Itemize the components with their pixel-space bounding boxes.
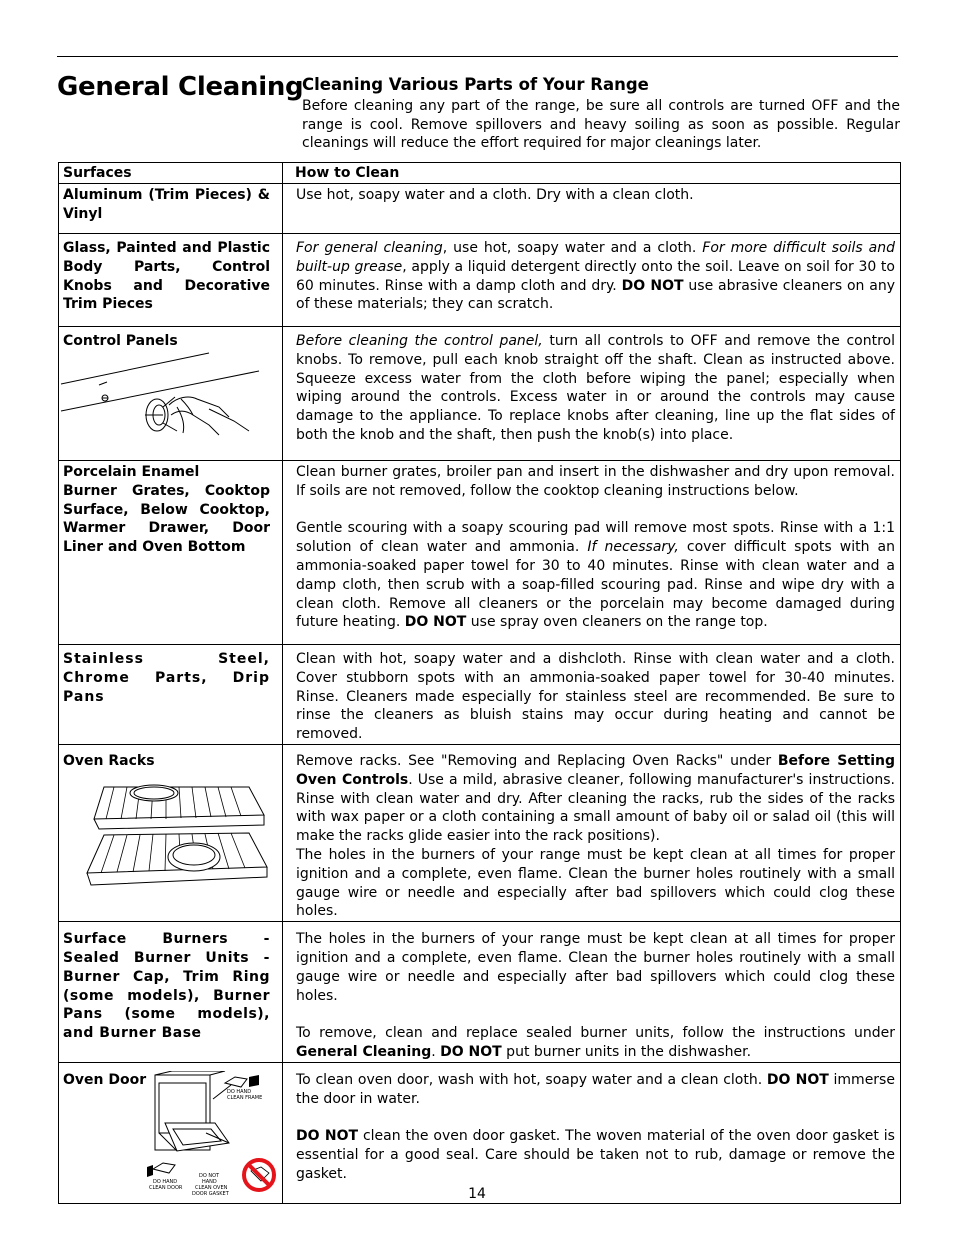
how-glass: For general cleaning, use hot, soapy water and a cloth. For more difficult soils and built-up grease, apply a liquid detergent directly onto the soil. Leave on soil for 30 to 60 minutes. Rinse with a damp cloth and dry. DO NOT use abrasive cleaners on any of these materials; they can scratch. xyxy=(296,240,896,313)
table-row xyxy=(59,744,901,921)
page-number: 14 xyxy=(468,1186,486,1202)
label-hand-clean-frame-1: DO HAND xyxy=(227,1088,252,1095)
col-header-surfaces: Surfaces xyxy=(59,163,283,184)
surface-aluminum: Aluminum (Trim Pieces) & Vinyl xyxy=(63,187,270,222)
how-stainless: Clean with hot, soapy water and a dishcloth. Rinse with clean water and a cloth. Cover stubborn spots with an ammonia-soaked paper towel for 30-40 minutes. Rinse. Cleaners made especially for stainless steel are recommended. Be sure to rinse the cleaners as bluish stains may occur during heating and cannot be removed. xyxy=(296,651,895,743)
label-gasket-2: HAND xyxy=(202,1178,217,1185)
how-oven-door: To clean oven door, wash with hot, soapy water and a clean cloth. DO NOT immerse the door in water. DO NOT clean the oven door gasket. The woven material of the oven door gasket is essential for a good seal. Care should be taken not to rub, damage or remove the gasket. xyxy=(296,1071,895,1182)
label-gasket-3: CLEAN OVEN xyxy=(195,1184,228,1191)
intro-paragraph: Before cleaning any part of the range, be sure all controls are turned OFF and the range is cool. Remove spillovers and heavy soiling as soon as possible. Regular cleanings will reduce the effort required for major cleanings later. xyxy=(302,98,900,152)
table-row xyxy=(59,327,901,461)
surface-burners: Surface Burners - Sealed Burner Units - Burner Cap, Trim Ring (some models), Burner Pans (some models), and Burner Base xyxy=(63,931,270,1042)
label-hand-clean-door-2: CLEAN DOOR xyxy=(149,1184,183,1191)
label-gasket-1: DO NOT xyxy=(199,1172,220,1179)
section-title: Cleaning Various Parts of Your Range xyxy=(302,75,649,94)
surface-oven-door: Oven Door xyxy=(63,1071,147,1088)
table-row xyxy=(59,645,901,745)
how-porcelain: Clean burner grates, broiler pan and insert in the dishwasher and dry upon removal. If soils are not removed, follow the cooktop cleaning instructions below. Gentle scouring with a soapy scouring pad will remove most spots. Rinse with a 1:1 solution of clean water and ammonia. If necessary, cover difficult spots with an ammonia-soaked paper towel for 30 to 40 minutes. Rinse with clean water and a damp cloth, then scrub with a soap-filled scouring pad. Rinse and wipe dry with a clean cloth. Remove all cleaners or the porcelain may become damaged during future heating. DO NOT use spray oven cleaners on the range top. xyxy=(296,464,895,631)
col-header-how-to-clean: How to Clean xyxy=(283,163,901,184)
surface-stainless: Stainless Steel, Chrome Parts, Drip Pans xyxy=(63,651,270,705)
surface-glass: Glass, Painted and Plastic Body Parts, Control Knobs and Decorative Trim Pieces xyxy=(63,240,270,313)
oven-racks-illustration xyxy=(59,777,274,902)
how-control-panels: Before cleaning the control panel, turn all controls to OFF and remove the control knobs. To remove, pull each knob straight off the shaft. Clean as instructed above. Squeeze excess water from the cloth before wiping the panel; especially when wiping around the controls. Excess water in or around the controls may cause damage to the appliance. To replace knobs after cleaning, line up the flat sides of both the knob and the shaft, then push the knob(s) into place. xyxy=(296,333,895,443)
cleaning-table xyxy=(58,162,901,1204)
label-hand-clean-door-1: DO HAND xyxy=(153,1178,178,1185)
surface-control-panels: Control Panels xyxy=(63,333,178,349)
control-knob-illustration xyxy=(59,351,274,451)
table-row xyxy=(59,1062,901,1203)
table-row xyxy=(59,184,901,234)
table-row xyxy=(59,234,901,327)
surface-oven-racks: Oven Racks xyxy=(63,752,155,769)
label-gasket-4: DOOR GASKET xyxy=(192,1190,229,1196)
oven-door-illustration xyxy=(147,1071,282,1196)
surface-porcelain: Porcelain Enamel Burner Grates, Cooktop Surface, Below Cooktop, Warmer Drawer, Door Liner and Oven Bottom xyxy=(63,464,270,556)
top-rule xyxy=(57,56,898,57)
table-row xyxy=(59,922,901,1063)
label-hand-clean-frame-2: CLEAN FRAME xyxy=(227,1094,263,1101)
table-header-row xyxy=(59,163,901,184)
how-oven-racks: Remove racks. See "Removing and Replacing Oven Racks" under Before Setting Oven Controls. Use a mild, abrasive cleaner, following manufacturer's instructions. Rinse with clean water and dry. After cleaning the racks, rub the sides of the racks with wax paper or a cloth containing a small amount of baby oil or salad oil (this will make the racks glide easier into the rack positions). The holes in the burners of your range must be kept clean at all times for proper ignition and a complete, even flame. Clean the burner holes routinely with a small gauge wire or needle and especially after bad spillovers which could clog these holes. xyxy=(296,752,895,920)
page-title: General Cleaning xyxy=(57,72,304,102)
how-burners: The holes in the burners of your range must be kept clean at all times for proper ignition and a complete, even flame. Clean the burner holes routinely with a small gauge wire or needle and especially after bad spillovers which could clog these holes. To remove, clean and replace sealed burner units, follow the instructions under General Cleaning. DO NOT put burner units in the dishwasher. xyxy=(296,931,895,1060)
table-row xyxy=(59,461,901,645)
how-aluminum: Use hot, soapy water and a cloth. Dry with a clean cloth. xyxy=(296,187,694,203)
